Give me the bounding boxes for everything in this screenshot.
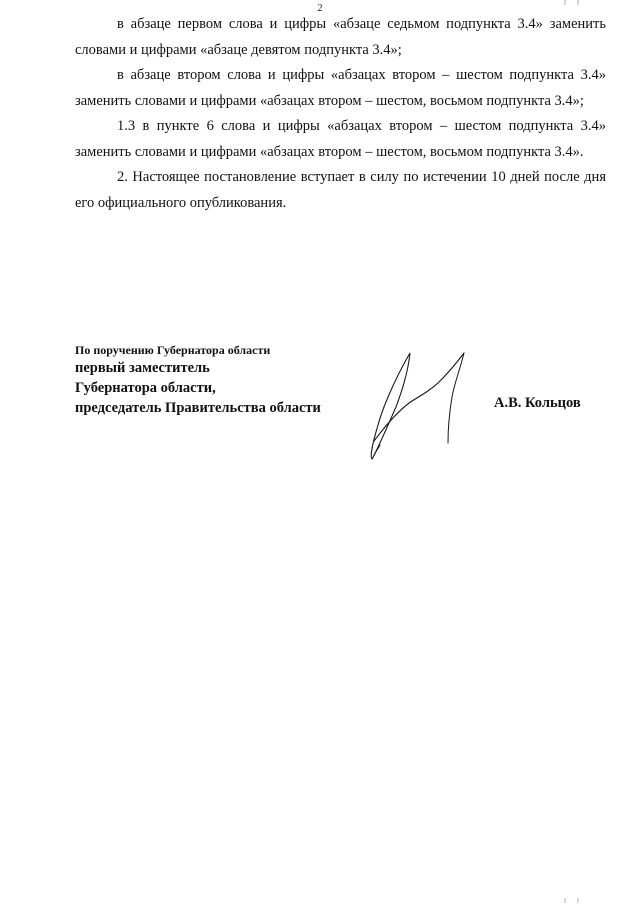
paragraph-2: в абзаце втором слова и цифры «абзацах втором – шестом подпункта 3.4» заменить словами и цифрами «абзацах втором – шестом, восьмом подпункта 3.4»; xyxy=(75,67,606,109)
authority-note: По поручению Губернатора области xyxy=(75,343,271,357)
document-body xyxy=(75,12,606,216)
scan-mark-bottom xyxy=(562,897,582,903)
signer-position-line-3: председатель Правительства области xyxy=(75,400,321,416)
paragraph-3: 1.3 в пункте 6 слова и цифры «абзацах втором – шестом подпункта 3.4» заменить словами и цифрами «абзацах втором – шестом, восьмом подпункта 3.4». xyxy=(75,118,606,160)
scan-mark-top xyxy=(562,0,582,6)
handwritten-signature xyxy=(360,345,480,465)
paragraph-1: в абзаце первом слова и цифры «абзаце седьмом подпункта 3.4» заменить словами и цифрами «абзаце девятом подпункта 3.4»; xyxy=(75,16,606,58)
signature-block xyxy=(75,342,321,418)
paragraph-4: 2. Настоящее постановление вступает в силу по истечении 10 дней после дня его официального опубликования. xyxy=(75,169,606,211)
signer-name: А.В. Кольцов xyxy=(494,395,581,411)
signer-position-line-1: первый заместитель xyxy=(75,360,210,376)
page-number: 2 xyxy=(317,3,323,14)
signer-position-line-2: Губернатора области, xyxy=(75,380,216,396)
